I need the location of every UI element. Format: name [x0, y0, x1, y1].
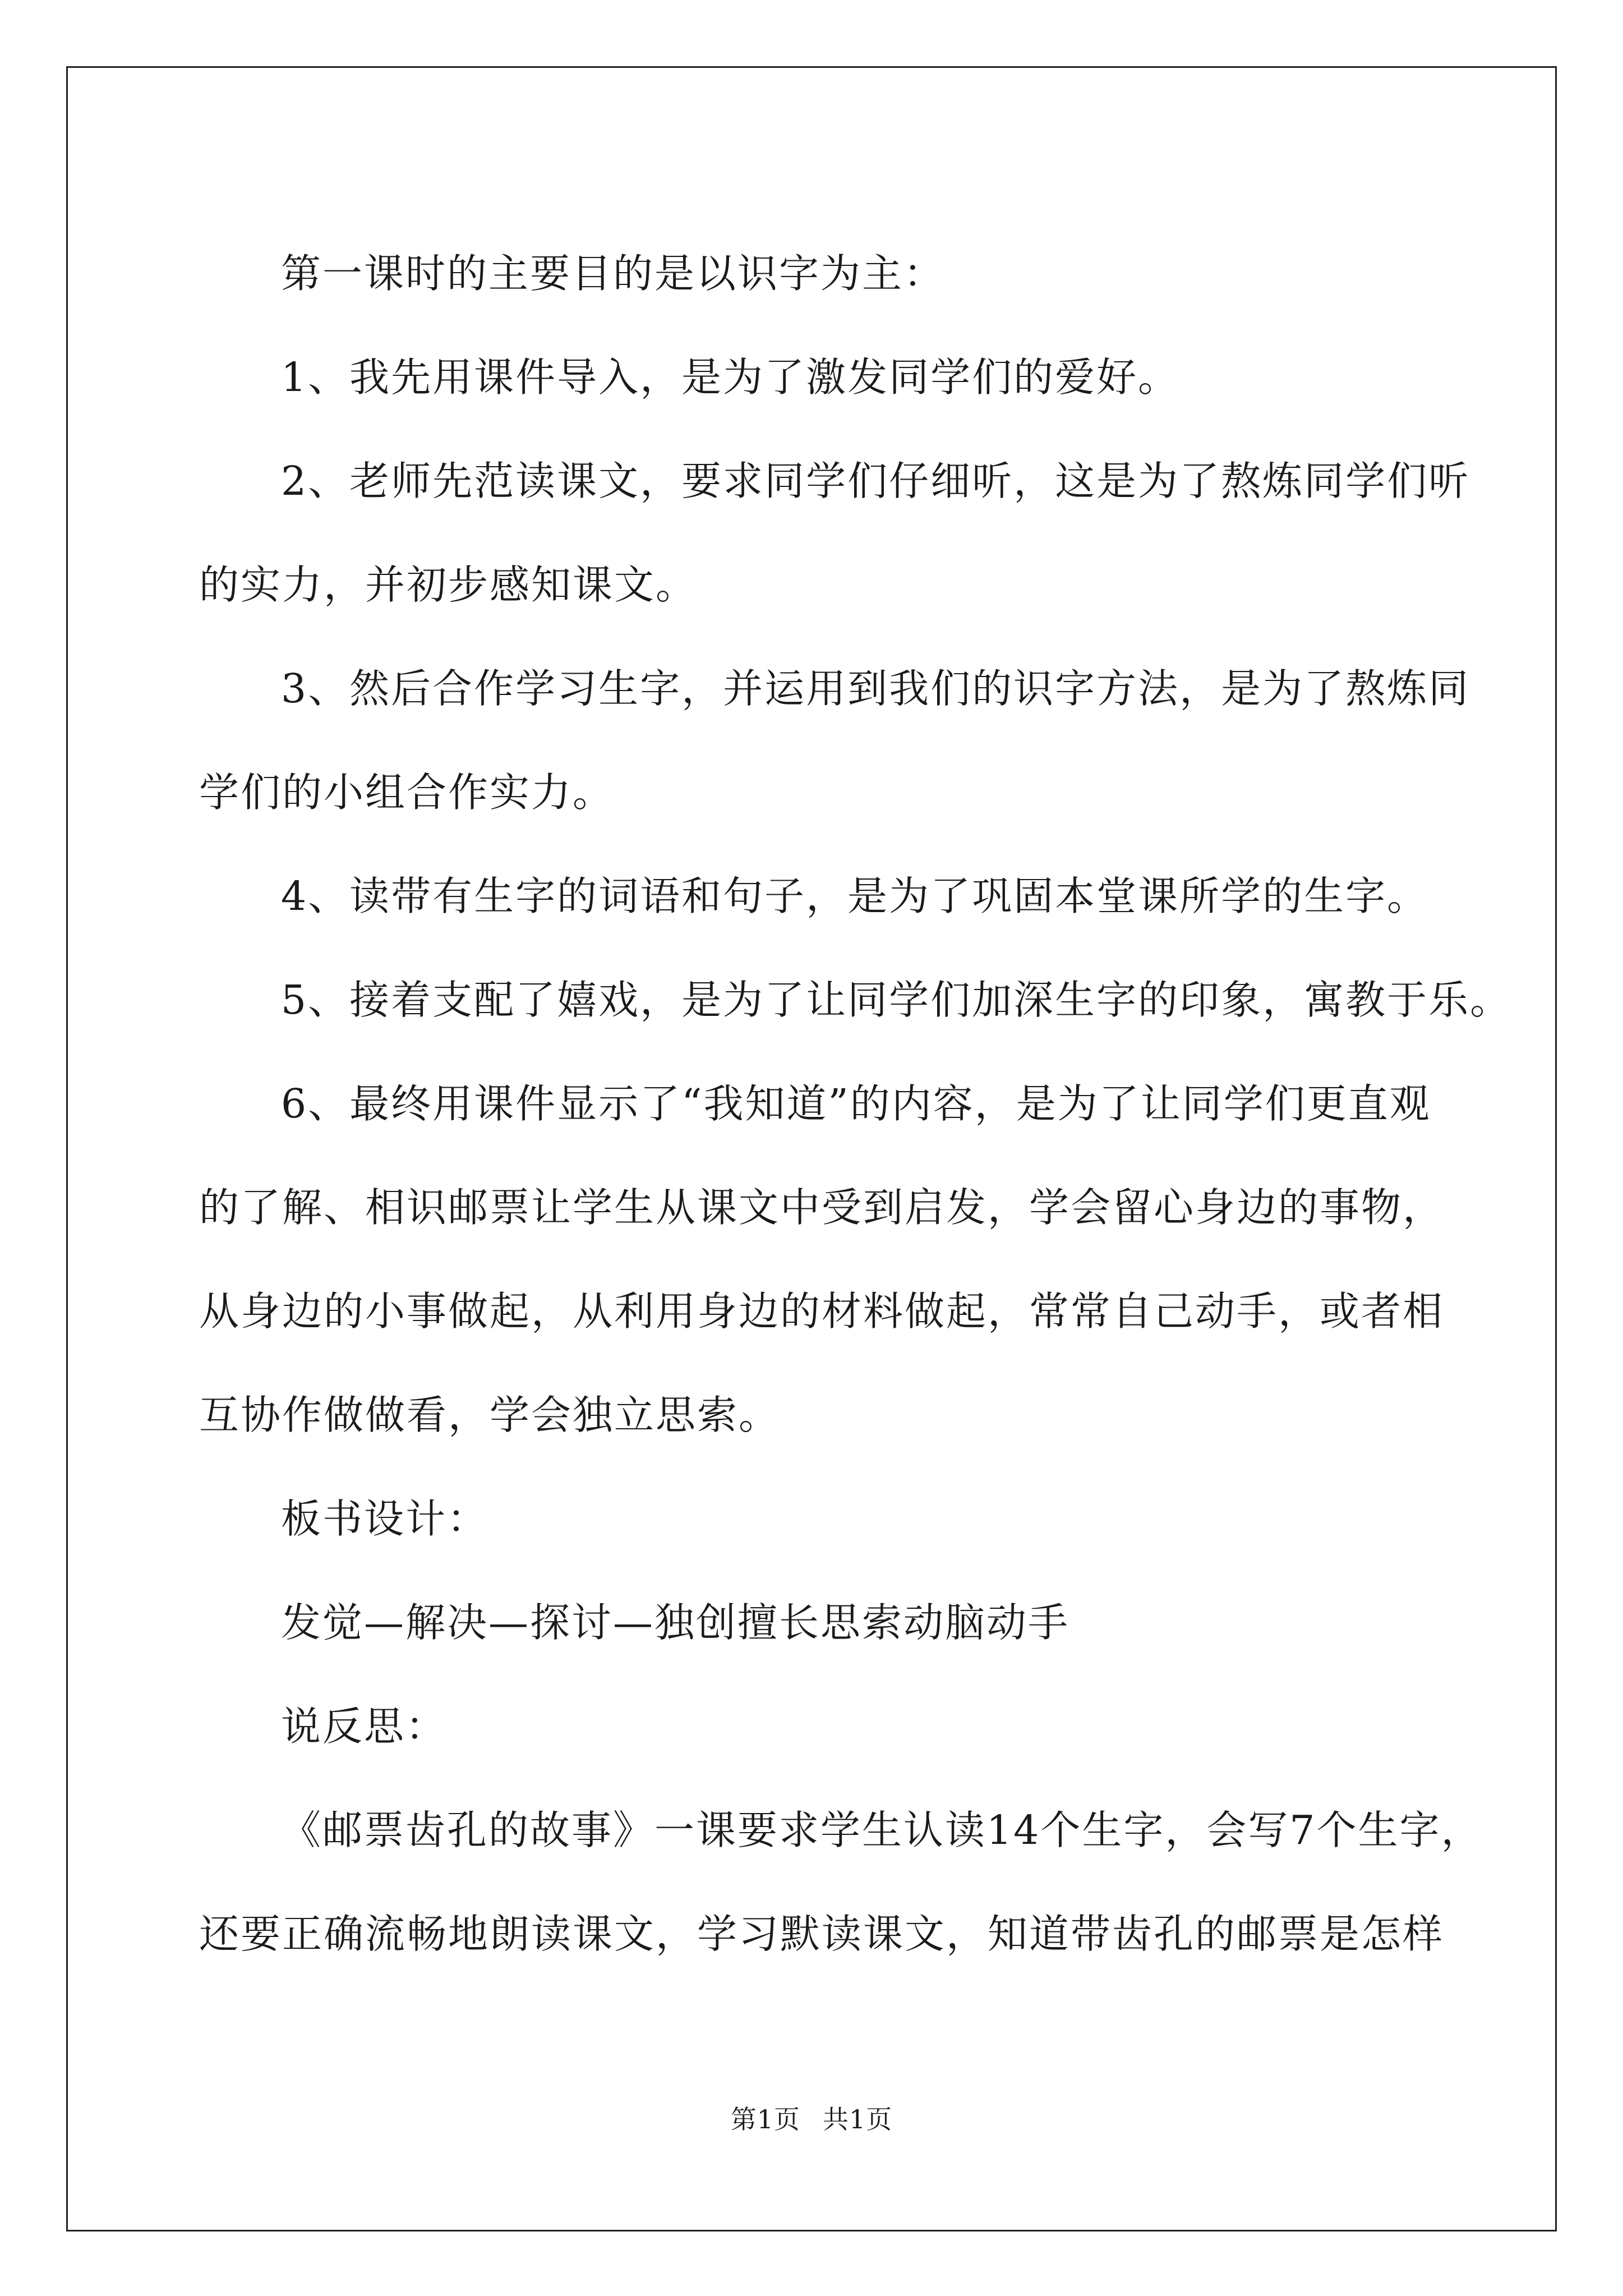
page-number: 第1页	[730, 2104, 800, 2134]
document-body	[199, 222, 1512, 1986]
paragraph: 发觉—解决—探讨—独创擅长思索动脑动手	[281, 1599, 1070, 1646]
list-item: 6、最终用课件显示了“我知道”的内容，是为了让同学们更直观	[281, 1080, 1431, 1127]
paragraph: 《邮票齿孔的故事》一课要求学生认读14个生字，会写7个生字，	[281, 1807, 1483, 1853]
page-total: 共1页	[823, 2104, 893, 2134]
page-footer	[0, 2099, 1623, 2136]
list-item: 5、接着支配了嬉戏，是为了让同学们加深生字的印象，寓教于乐。	[281, 977, 1512, 1023]
paragraph: 第一课时的主要目的是以识字为主：	[281, 250, 946, 297]
paragraph-continuation: 还要正确流畅地朗读课文，学习默读课文，知道带齿孔的邮票是怎样	[199, 1911, 1445, 1957]
list-item: 2、老师先范读课文，要求同学们仔细听，这是为了熬炼同学们听	[281, 458, 1470, 504]
section-heading: 说反思：	[281, 1703, 448, 1750]
list-item: 3、然后合作学习生字，并运用到我们的识字方法，是为了熬炼同	[281, 665, 1470, 712]
list-item: 4、读带有生字的词语和句子，是为了巩固本堂课所学的生字。	[281, 873, 1429, 919]
list-item-continuation: 互协作做做看，学会独立思索。	[199, 1392, 781, 1438]
list-item-continuation: 的实力，并初步感知课文。	[199, 562, 698, 608]
section-heading: 板书设计：	[281, 1496, 489, 1542]
list-item: 1、我先用课件导入，是为了激发同学们的爱好。	[281, 354, 1180, 401]
list-item-continuation: 从身边的小事做起，从利用身边的材料做起，常常自己动手，或者相	[199, 1288, 1445, 1335]
list-item-continuation: 的了解、相识邮票让学生从课文中受到启发，学会留心身边的事物，	[199, 1184, 1445, 1231]
list-item-continuation: 学们的小组合作实力。	[199, 769, 615, 816]
